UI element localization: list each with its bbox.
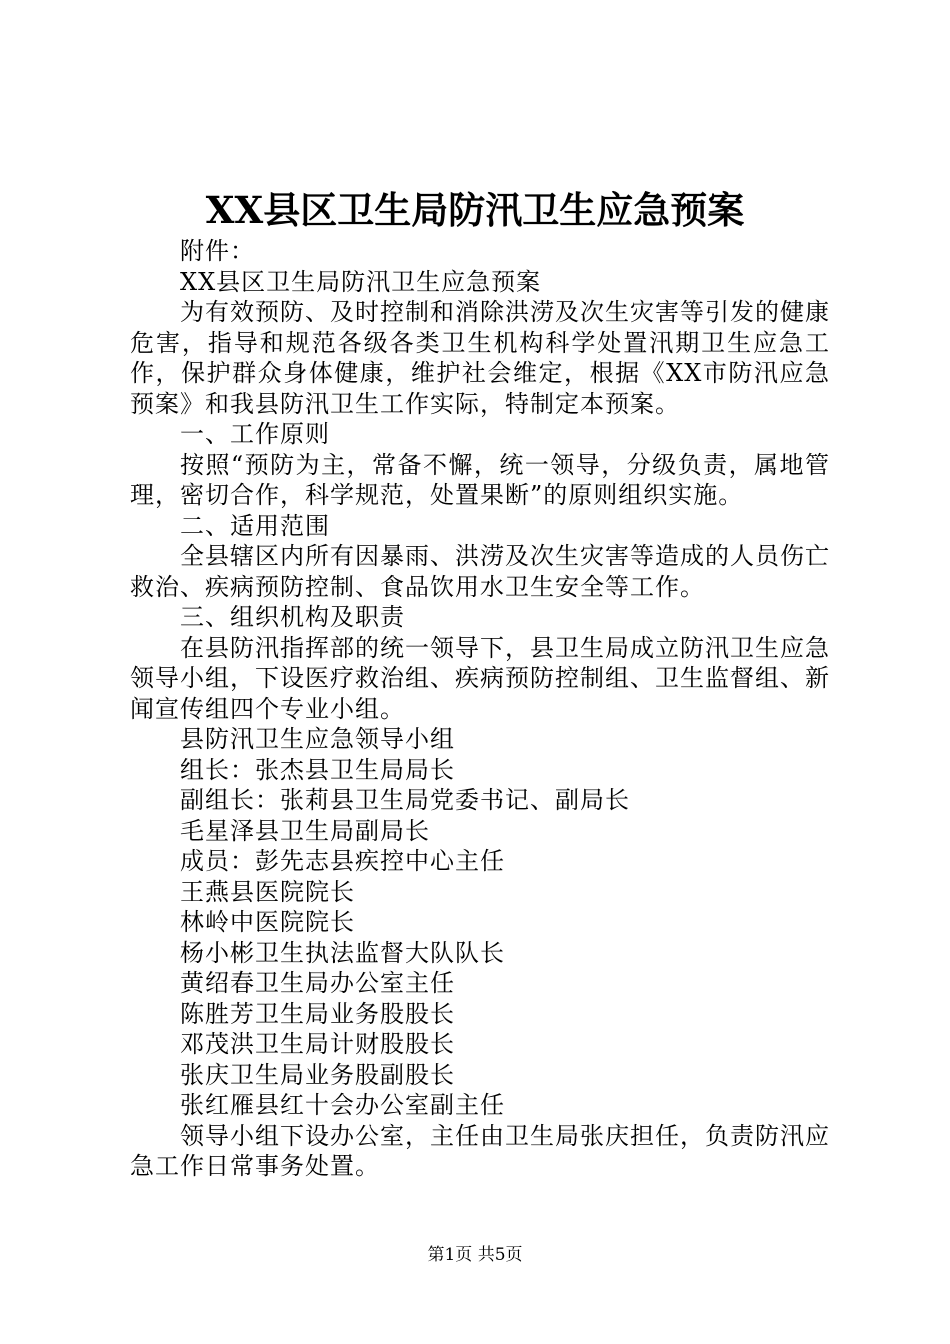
intro-paragraph: 为有效预防、及时控制和消除洪涝及次生灾害等引发的健康危害，指导和规范各级各类卫生机构科学处置汛期卫生应急工作，保护群众身体健康，维护社会维定，根据《XX市防汛应急预案》和我县防汛卫生工作实际，特制定本预案。	[130, 298, 830, 418]
member-line: 成员：彭先志县疾控中心主任	[180, 847, 505, 875]
attachment-label: 附件：	[180, 237, 255, 265]
member-line: 黄绍春卫生局办公室主任	[180, 969, 455, 997]
member-line: 王燕县医院院长	[180, 877, 355, 906]
member-line: 邓茂洪卫生局计财股股长	[180, 1030, 455, 1058]
document-title: XX县区卫生局防汛卫生应急预案	[205, 188, 745, 232]
member-line: 张庆卫生局业务股副股长	[180, 1060, 455, 1089]
section-heading: 二、适用范围	[180, 511, 330, 540]
section-heading: 三、组织机构及职责	[180, 603, 405, 631]
member-line: 组长：张杰县卫生局局长	[180, 755, 455, 784]
office-paragraph: 领导小组下设办公室，主任由卫生局张庆担任，负责防汛应急工作日常事务处置。	[130, 1121, 830, 1180]
document-body	[130, 236, 830, 1182]
member-line: 陈胜芳卫生局业务股股长	[180, 999, 455, 1028]
section-heading: 一、工作原则	[180, 420, 330, 448]
member-line: 张红雁县红十会办公室副主任	[180, 1091, 505, 1119]
section-paragraph: 全县辖区内所有因暴雨、洪涝及次生灾害等造成的人员伤亡救治、疾病预防控制、食品饮用水卫生安全等工作。	[130, 542, 830, 601]
page-number-footer: 第1页 共5页	[427, 1245, 523, 1265]
member-line: 林岭中医院院长	[180, 908, 355, 936]
member-line: 副组长：张莉县卫生局党委书记、副局长	[180, 786, 630, 814]
section-paragraph: 在县防汛指挥部的统一领导下，县卫生局成立防汛卫生应急领导小组，下设医疗救治组、疾病预防控制组、卫生监督组、新闻宣传组四个专业小组。	[130, 633, 830, 723]
member-line: 杨小彬卫生执法监督大队队长	[180, 938, 505, 967]
document-subtitle: XX县区卫生局防汛卫生应急预案	[180, 267, 542, 296]
group-title: 县防汛卫生应急领导小组	[180, 725, 455, 753]
member-line: 毛星泽县卫生局副局长	[180, 816, 430, 845]
section-paragraph: 按照“预防为主，常备不懈，统一领导，分级负责，属地管理，密切合作，科学规范，处置果断”的原则组织实施。	[130, 450, 830, 509]
